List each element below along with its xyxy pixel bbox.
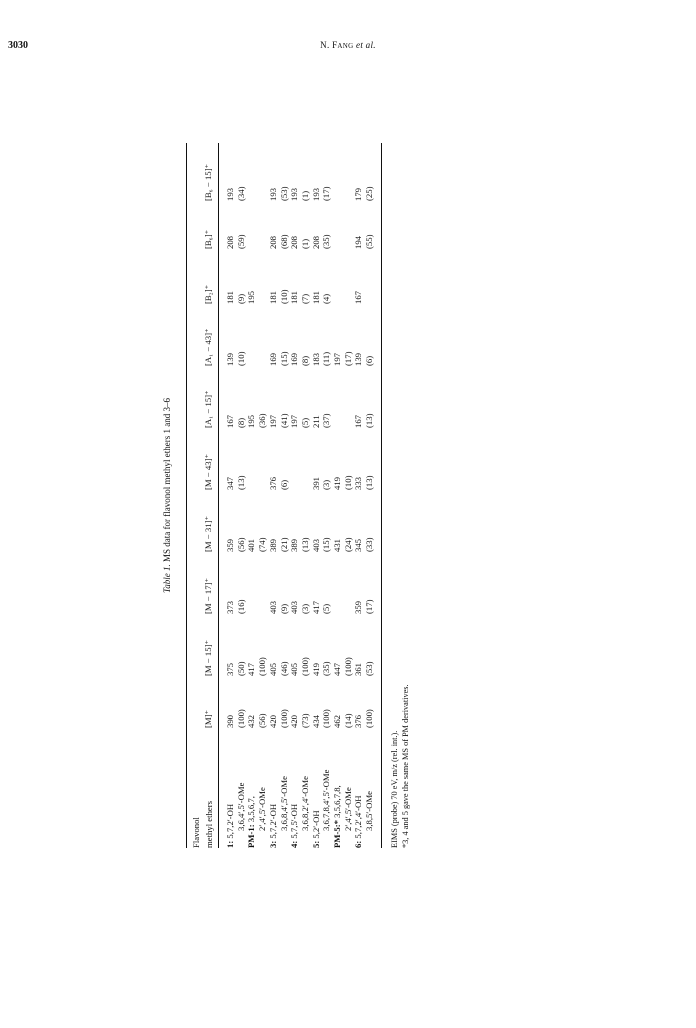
compound-name: 3,6,4′,5′-OMe (235, 782, 246, 831)
table-label: Table 1. (162, 564, 172, 593)
column-header: [M]⁺ (203, 676, 219, 728)
table-cell (332, 143, 343, 201)
table-cell: (4) (321, 293, 332, 304)
table-cell: 197 (289, 414, 300, 428)
table-cell: (16) (235, 599, 246, 614)
table-cell: 193 (289, 187, 300, 201)
table-cell: 208 (289, 235, 300, 249)
footnote-eims: EIMS (probe) 70 eV, m/z (rel. int.). (389, 730, 399, 848)
table-cell: (3) (299, 603, 310, 614)
table-row (300, 143, 311, 848)
table-cell (300, 428, 311, 490)
table-cell: (59) (235, 234, 246, 249)
compound-label: 5: (310, 840, 321, 848)
table-cell: 359 (225, 538, 235, 552)
compound-name: 5,7,2′-OH (267, 803, 278, 839)
table-cell: 181 (267, 290, 278, 304)
table-cell: (10) (342, 475, 353, 490)
table-cell: 181 (289, 290, 300, 304)
compound-name: 3,6,8,4′,5′-OMe (278, 776, 289, 831)
table-cell (332, 201, 343, 249)
table-row (321, 143, 332, 848)
table-cell: 139 (353, 352, 364, 366)
table-row (219, 143, 236, 848)
table-cell (343, 249, 354, 304)
compound-name: 2′,4′,5′-OMe (257, 787, 268, 831)
table-cell (246, 201, 257, 249)
author-name: N. F (320, 40, 338, 50)
table-cell: (100) (364, 676, 381, 728)
compound-label: PM-5:* (332, 820, 343, 848)
table-cell: (15) (321, 537, 332, 552)
et-al: et al. (356, 40, 376, 50)
table-cell: (6) (278, 479, 289, 490)
table-cell: 403 (289, 600, 300, 614)
table-cell: 419 (332, 476, 343, 490)
table-cell: (46) (278, 661, 289, 676)
table-cell: (8) (235, 417, 246, 428)
compound-label: PM-1: (246, 824, 257, 848)
author-name-smallcaps: ANG (337, 42, 354, 50)
table-cell: 169 (289, 352, 300, 366)
table-cell: 403 (267, 600, 278, 614)
table-cell: 345 (353, 538, 364, 552)
table-cell: (1) (299, 238, 310, 249)
table-cell: (100) (342, 657, 353, 676)
table-cell: 183 (310, 352, 321, 366)
table-cell: 373 (225, 600, 235, 614)
table-cell (332, 249, 343, 304)
compound-name: 2′,4′,5′-OMe (342, 787, 353, 831)
column-header: [B₆ − 15]⁺ (203, 143, 219, 201)
table-cell (257, 143, 268, 201)
table-cell: (36) (257, 413, 268, 428)
table-cell: (34) (235, 186, 246, 201)
table-cell: (13) (364, 366, 381, 428)
column-header: [A₁ − 43]⁺ (203, 304, 219, 366)
compound-name-cell (311, 728, 322, 848)
table-cell: (17) (364, 552, 381, 614)
table-cell: (53) (278, 186, 289, 201)
column-header: [A₁ − 15]⁺ (203, 366, 219, 428)
table-cell: 208 (310, 235, 321, 249)
table-cell: 417 (246, 662, 257, 676)
table-header-row (187, 143, 204, 848)
table-cell (246, 143, 257, 201)
table-cell: 167 (225, 414, 235, 428)
table-cell (246, 428, 257, 490)
table-cell (332, 366, 343, 428)
table-cell (343, 366, 354, 428)
compound-name-cell (343, 728, 354, 848)
table-cell: 211 (310, 415, 321, 428)
table-cell (343, 552, 354, 614)
table-cell: (53) (364, 614, 381, 676)
table-cell: 389 (289, 538, 300, 552)
table-cell: 359 (353, 600, 364, 614)
compound-label: 4: (289, 840, 300, 848)
table-cell: 193 (310, 187, 321, 201)
column-header: [M − 17]⁺ (203, 552, 219, 614)
table-row (246, 143, 257, 848)
table-cell: (55) (364, 201, 381, 249)
compound-name-cell (353, 728, 364, 848)
table-cell: (15) (278, 351, 289, 366)
column-header: [B₂]⁺ (203, 249, 219, 304)
column-header: [M − 31]⁺ (203, 490, 219, 552)
table-caption: MS data for flavonol methyl ethers 1 and 3–6 (162, 398, 172, 563)
compound-name-cell (289, 728, 300, 848)
table-cell: (13) (364, 428, 381, 490)
table-cell (343, 143, 354, 201)
table-cell: (9) (278, 603, 289, 614)
compound-name: 3,5,6,7,8, (332, 785, 343, 818)
table-cell: (14) (342, 713, 353, 728)
table-row (289, 143, 300, 848)
table-cell: (9) (235, 293, 246, 304)
table-cell (343, 201, 354, 249)
table-column-headers (203, 143, 219, 848)
table-cell (257, 428, 268, 490)
compound-name: 3,5,6,7, (246, 796, 257, 823)
table-cell: (100) (299, 657, 310, 676)
compound-name: 5,2′-OH (310, 810, 321, 839)
table-cell: 347 (225, 476, 235, 490)
table-cell: (41) (278, 413, 289, 428)
compound-name-cell (332, 728, 343, 848)
table-cell: (37) (321, 413, 332, 428)
compound-name-cell (279, 728, 290, 848)
table-body (219, 143, 382, 848)
table-cell: 193 (267, 187, 278, 201)
table-cell: 432 (246, 714, 257, 728)
table-cell (257, 201, 268, 249)
table-cell: 181 (225, 290, 235, 304)
table-cell: 389 (267, 538, 278, 552)
table-cell: (7) (299, 293, 310, 304)
table-cell: 361 (353, 662, 364, 676)
table-cell: 420 (289, 714, 300, 728)
table-cell (257, 249, 268, 304)
table-row (257, 143, 268, 848)
table-cell: 390 (225, 714, 235, 728)
table-cell: (100) (321, 709, 332, 728)
table-cell: (33) (364, 490, 381, 552)
table-cell: 376 (267, 476, 278, 490)
compound-name-cell (321, 728, 332, 848)
table-cell: (11) (321, 351, 332, 366)
table-cell (364, 249, 381, 304)
table-cell: (3) (321, 479, 332, 490)
compound-name: 3,6,8,2′,4′-OMe (299, 776, 310, 831)
table-cell: 403 (310, 538, 321, 552)
table-cell: 405 (267, 662, 278, 676)
table-cell: (56) (235, 537, 246, 552)
table-row (311, 143, 322, 848)
table-cell: 376 (353, 714, 364, 728)
compound-name: 5,7,2′,4′-OH (353, 795, 364, 839)
table-cell: 193 (225, 187, 235, 201)
compound-name-cell (364, 728, 381, 848)
table-row (364, 143, 381, 848)
table-cell: 139 (225, 352, 235, 366)
table-cell: (25) (364, 143, 381, 201)
compound-name-cell (268, 728, 279, 848)
table-cell: 195 (246, 414, 257, 428)
table-cell: 197 (332, 352, 343, 366)
table-cell: 208 (225, 235, 235, 249)
header-methyl-ethers: methyl ethers (203, 728, 219, 848)
compound-name-cell (257, 728, 268, 848)
table-row (236, 143, 247, 848)
table-cell: 179 (353, 187, 364, 201)
table-cell: (13) (235, 475, 246, 490)
compound-label: 3: (267, 840, 278, 848)
table-cell: 462 (332, 714, 343, 728)
table-cell: 208 (267, 235, 278, 249)
table-cell: (17) (321, 186, 332, 201)
compound-name: 5,7,5′-OH (289, 803, 300, 839)
table-cell (289, 428, 300, 490)
table-cell: (13) (299, 537, 310, 552)
table-cell: 419 (310, 662, 321, 676)
table-row (343, 143, 354, 848)
compound-name: 3,8,5′-OMe (364, 790, 375, 831)
table-cell: 405 (289, 662, 300, 676)
column-header: [M − 43]⁺ (203, 428, 219, 490)
table-cell: (56) (257, 713, 268, 728)
rotated-table-block (162, 143, 442, 848)
page-number: 3030 (8, 40, 28, 51)
table-cell: 197 (267, 414, 278, 428)
table-cell: 333 (353, 476, 364, 490)
table-title (162, 143, 172, 848)
table-footnotes (389, 143, 411, 848)
table-cell: 169 (267, 352, 278, 366)
table-cell: (35) (321, 234, 332, 249)
table-cell: (100) (235, 709, 246, 728)
compound-name-cell (300, 728, 311, 848)
table-cell: (68) (278, 234, 289, 249)
running-head (0, 40, 696, 50)
table-row (268, 143, 279, 848)
table-row (332, 143, 343, 848)
header-flavonol: Flavonol (187, 728, 204, 848)
table-cell: 181 (310, 290, 321, 304)
table-cell: 167 (353, 414, 364, 428)
footnote-pm: *3, 4 and 5 gave the same MS of PM derivatives. (400, 684, 410, 848)
table-cell: (10) (278, 289, 289, 304)
table-cell: (1) (299, 190, 310, 201)
table-cell: (10) (235, 351, 246, 366)
table-cell: 195 (246, 290, 257, 304)
compound-name: 3,6,7,8,4′,5′-OMe (321, 769, 332, 831)
table-cell: 447 (332, 662, 343, 676)
compound-name-cell (246, 728, 257, 848)
table-cell (246, 552, 257, 614)
table-cell: (5) (299, 417, 310, 428)
table-cell: 431 (332, 538, 343, 552)
table-cell: (100) (257, 657, 268, 676)
table-cell: 417 (310, 600, 321, 614)
table-cell: (6) (364, 304, 381, 366)
table-cell: (17) (342, 351, 353, 366)
table-cell: (24) (342, 537, 353, 552)
compound-label: 1: (225, 840, 235, 848)
compound-label: 6: (353, 840, 364, 848)
column-header: [M − 15]⁺ (203, 614, 219, 676)
table-cell: 194 (353, 235, 364, 249)
column-header: [B₆]⁺ (203, 201, 219, 249)
table-cell: 420 (267, 714, 278, 728)
table-cell: (5) (321, 603, 332, 614)
table-cell (332, 552, 343, 614)
table-cell: (8) (299, 355, 310, 366)
table-cell: 434 (310, 714, 321, 728)
compound-name-cell (219, 728, 236, 848)
table-cell (257, 304, 268, 366)
table-cell: 401 (246, 538, 257, 552)
table-cell: (21) (278, 537, 289, 552)
compound-name: 5,7,2′-OH (225, 803, 235, 839)
table-cell: 167 (353, 290, 364, 304)
compound-name-cell (236, 728, 247, 848)
ms-data-table (186, 143, 382, 848)
table-cell: (35) (321, 661, 332, 676)
table-row (353, 143, 364, 848)
table-cell: (100) (278, 709, 289, 728)
table-cell: (50) (235, 661, 246, 676)
table-row (279, 143, 290, 848)
table-cell: (74) (257, 537, 268, 552)
table-cell (246, 304, 257, 366)
table-cell: 375 (225, 662, 235, 676)
table-cell: (73) (299, 713, 310, 728)
table-cell: 391 (310, 476, 321, 490)
table-cell (257, 552, 268, 614)
